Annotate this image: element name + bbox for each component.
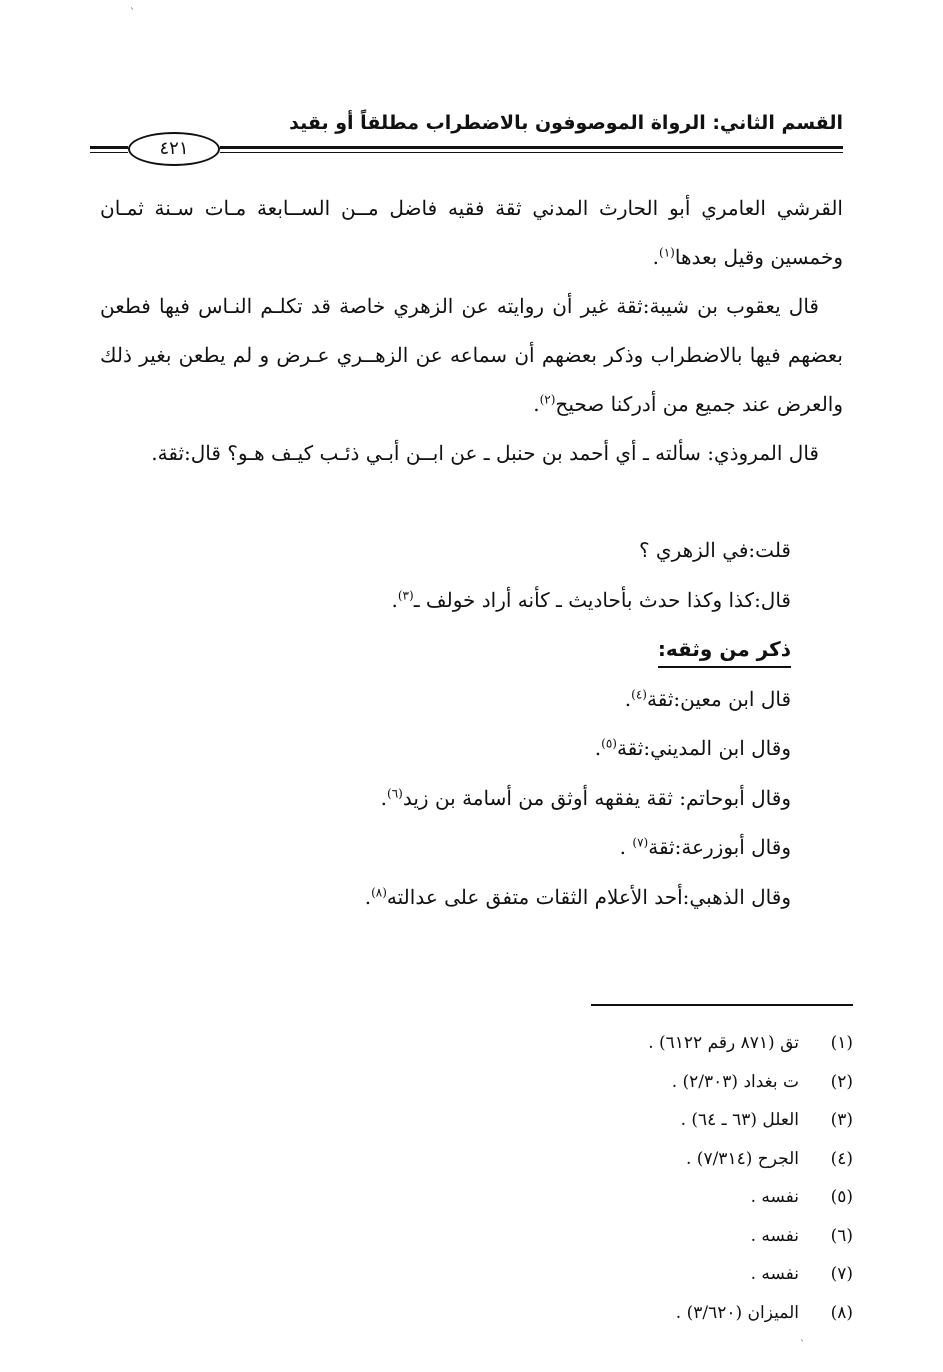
- page-number: ٤٢١: [128, 132, 220, 166]
- footnote-number: (٢): [830, 1071, 853, 1092]
- footnote-item: [353, 1024, 853, 1063]
- footnote-ref-7: (٧): [632, 835, 649, 850]
- footnote-ref-3: (٣): [397, 587, 414, 602]
- section-heading: ذكر من وثقه:: [658, 632, 791, 668]
- line-abu-zura: وقال أبوزرعة:ثقة$^{(٧)}$ .: [619, 835, 791, 859]
- footnote-ref-6: (٦): [387, 785, 403, 800]
- line-answer: قال:كذا وكذا حدث بأحاديث ـ كأنه أراد خولف ـ$^{(٣)}$.: [391, 587, 791, 612]
- footnote-text: نفسه .: [750, 1264, 799, 1284]
- paragraph-2: قال يعقوب بن شيبة:ثقة غير أن روايته عن الزهري خاصة قد تكلـم النـاس فيها فطعن بعضهم فيها بالاضطراب وذكر بعضهم أن سماعه عن الزهــري عـرض و لم يطعن بغير ذلك والعرض عند جميع من أدركنا صحيح$^{(٢)}$.: [100, 294, 843, 416]
- header-rule-left-thin: [90, 152, 128, 153]
- scan-mark: ˋ: [800, 1340, 805, 1351]
- narration-list: [101, 526, 791, 922]
- footnote-separator: [591, 1004, 853, 1006]
- footnotes: [353, 1024, 853, 1332]
- footnote-item: [353, 1063, 853, 1102]
- footnote-text: نفسه .: [750, 1225, 799, 1246]
- footnote-item: [353, 1101, 853, 1140]
- line-ibn-madini: وقال ابن المديني:ثقة$^{(٥)}$.: [594, 736, 791, 760]
- footnote-text: الميزان (٣/٦٢٠) .: [675, 1302, 799, 1323]
- footnote-item: [353, 1178, 853, 1217]
- line-abu-hatim: وقال أبوحاتم: ثقة يفقهه أوثق من أسامة بن زيد$^{(٦)}$.: [380, 785, 791, 810]
- paragraph-3: قال المروذي: سألته ـ أي أحمد بن حنبل ـ عن ابــن أبـي ذئـب كيـف هـو؟ قال:ثقة.: [151, 441, 819, 465]
- footnote-ref-8: (٨): [371, 884, 387, 899]
- footnote-ref-5: (٥): [601, 736, 617, 751]
- footnote-number: (٧): [830, 1264, 853, 1284]
- footnote-number: (٣): [830, 1110, 853, 1130]
- footnote-ref-4: (٤): [631, 686, 647, 701]
- footnote-item: [353, 1294, 853, 1333]
- footnote-number: (١): [830, 1033, 853, 1053]
- footnote-ref-1: (١): [659, 245, 675, 260]
- scan-mark: ˋ: [130, 8, 135, 19]
- footnote-ref-2: (٢): [539, 392, 556, 407]
- header-rule-left-thick: [90, 146, 128, 149]
- footnote-number: (٦): [830, 1225, 853, 1246]
- header-rule-thick: [220, 146, 843, 149]
- footnote-text: تق (٨٧١ رقم ٦١٢٢) .: [648, 1033, 799, 1053]
- footnote-item: [353, 1140, 853, 1179]
- header-title: القسم الثاني: الرواة الموصوفون بالاضطراب مطلقاً أو بقيد: [289, 112, 843, 134]
- footnote-text: ت بغداد (٢/٣٠٣) .: [671, 1071, 799, 1092]
- header-rule-thin: [220, 152, 843, 153]
- footnote-number: (٤): [830, 1148, 853, 1169]
- section-heading-row: [101, 625, 791, 675]
- footnote-number: (٥): [830, 1187, 853, 1207]
- footnote-text: العلل (٦٣ ـ ٦٤) .: [680, 1110, 799, 1130]
- footnote-item: [353, 1217, 853, 1256]
- line-ibn-maeen: قال ابن معين:ثقة$^{(٤)}$.: [624, 686, 791, 711]
- footnote-text: الجرح (٧/٣١٤) .: [686, 1148, 799, 1169]
- line-dhahabi: وقال الذهبي:أحد الأعلام الثقات متفق على عدالته$^{(٨)}$.: [364, 884, 791, 909]
- line-question: قلت:في الزهري ؟: [638, 538, 791, 562]
- paragraph-1: القرشي العامري أبو الحارث المدني ثقة فقيه فاضل مــن الســابعة مـات سـنة ثمـان وخمسين وقيل بعدها$^{(١)}$.: [100, 196, 843, 269]
- footnote-item: [353, 1255, 853, 1294]
- main-text: [100, 184, 843, 478]
- footnote-number: (٨): [830, 1302, 853, 1323]
- footnote-text: نفسه .: [750, 1187, 799, 1207]
- running-header: [90, 112, 843, 168]
